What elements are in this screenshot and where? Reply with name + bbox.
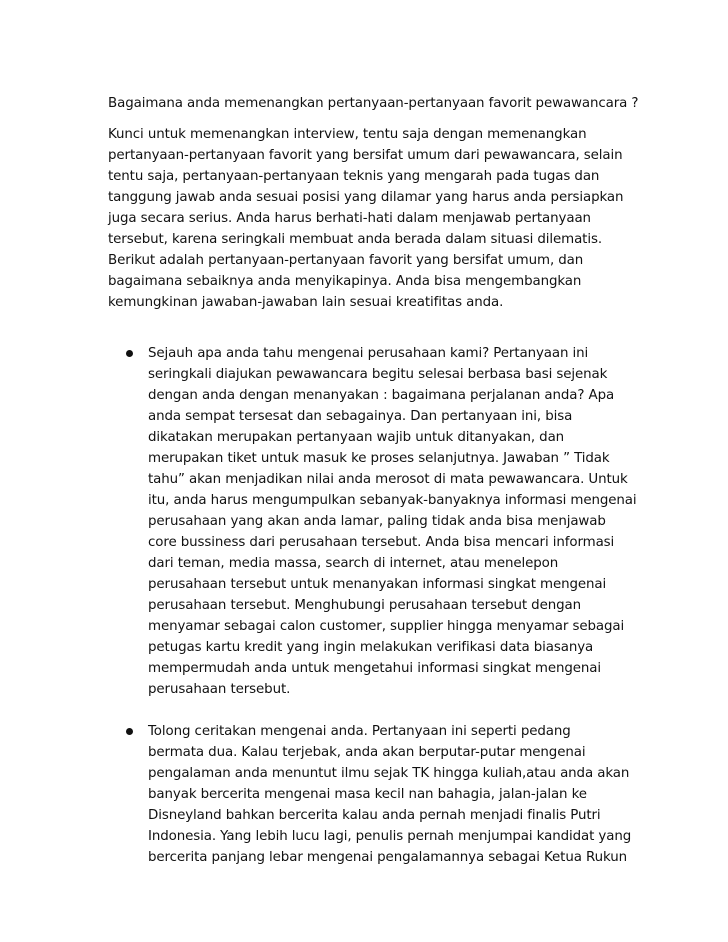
question-line: perusahaan tersebut.	[148, 682, 291, 697]
intro-line: Kunci untuk memenangkan interview, tentu saja dengan memenangkan	[108, 127, 587, 142]
question-line: seringkali diajukan pewawancara begitu selesai berbasa basi sejenak	[148, 367, 608, 382]
bullet-icon	[126, 728, 133, 735]
question-line: Sejauh apa anda tahu mengenai perusahaan kami? Pertanyaan ini	[148, 346, 589, 361]
question-line: perusahaan yang akan anda lamar, paling tidak anda bisa menjawab	[148, 514, 606, 529]
question-line: dikatakan merupakan pertanyaan wajib untuk ditanyakan, dan	[148, 430, 565, 445]
bullet-icon	[126, 350, 133, 357]
question-line: Disneyland bahkan bercerita kalau anda pernah menjadi finalis Putri	[148, 808, 601, 823]
question-line: perusahaan tersebut untuk menanyakan informasi singkat mengenai	[148, 577, 607, 592]
intro-paragraph	[108, 124, 628, 313]
intro-line: bagaimana sebaiknya anda menyikapinya. Anda bisa mengembangkan	[108, 274, 582, 289]
intro-line: tanggung jawab anda sesuai posisi yang dilamar yang harus anda persiapkan	[108, 190, 624, 205]
question-line: Tolong ceritakan mengenai anda. Pertanyaan ini seperti pedang	[148, 724, 571, 739]
question-line: dari teman, media massa, search di internet, atau menelepon	[148, 556, 559, 571]
question-line: merupakan tiket untuk masuk ke proses selanjutnya. Jawaban ” Tidak	[148, 451, 610, 466]
question-line: pengalaman anda menuntut ilmu sejak TK hingga kuliah,atau anda akan	[148, 766, 630, 781]
question-line: banyak bercerita mengenai masa kecil nan bahagia, jalan-jalan ke	[148, 787, 587, 802]
intro-line: Berikut adalah pertanyaan-pertanyaan favorit yang bersifat umum, dan	[108, 253, 584, 268]
question-item	[108, 721, 632, 868]
question-line: perusahaan tersebut. Menghubungi perusahaan tersebut dengan	[148, 598, 581, 613]
question-line: Indonesia. Yang lebih lucu lagi, penulis pernah menjumpai kandidat yang	[148, 829, 632, 844]
question-text	[148, 343, 637, 700]
question-line: core bussiness dari perusahaan tersebut. Anda bisa mencari informasi	[148, 535, 615, 550]
question-line: petugas kartu kredit yang ingin melakukan verifikasi data biasanya	[148, 640, 594, 655]
intro-line: pertanyaan-pertanyaan favorit yang bersifat umum dari pewawancara, selain	[108, 148, 623, 163]
intro-line: tersebut, karena seringkali membuat anda berada dalam situasi dilematis.	[108, 232, 602, 247]
question-line: itu, anda harus mengumpulkan sebanyak-banyaknya informasi mengenai	[148, 493, 637, 508]
question-item	[108, 343, 637, 700]
question-line: menyamar sebagai calon customer, supplier hingga menyamar sebagai	[148, 619, 625, 634]
intro-line: kemungkinan jawaban-jawaban lain sesuai kreatifitas anda.	[108, 295, 504, 310]
intro-line: tentu saja, pertanyaan-pertanyaan teknis yang mengarah pada tugas dan	[108, 169, 600, 184]
question-line: tahu” akan menjadikan nilai anda merosot di mata pewawancara. Untuk	[148, 472, 628, 487]
question-text	[148, 721, 632, 868]
question-list	[108, 343, 637, 868]
question-line: bercerita panjang lebar mengenai pengalamannya sebagai Ketua Rukun	[148, 850, 627, 865]
question-line: anda sempat tersesat dan sebagainya. Dan pertanyaan ini, bisa	[148, 409, 573, 424]
question-line: mempermudah anda untuk mengetahui informasi singkat mengenai	[148, 661, 602, 676]
question-line: dengan anda dengan menanyakan : bagaimana perjalanan anda? Apa	[148, 388, 615, 403]
intro-line: juga secara serius. Anda harus berhati-hati dalam menjawab pertanyaan	[108, 211, 591, 226]
question-line: bermata dua. Kalau terjebak, anda akan berputar-putar mengenai	[148, 745, 586, 760]
document-title: Bagaimana anda memenangkan pertanyaan-pertanyaan favorit pewawancara ?	[108, 96, 639, 111]
